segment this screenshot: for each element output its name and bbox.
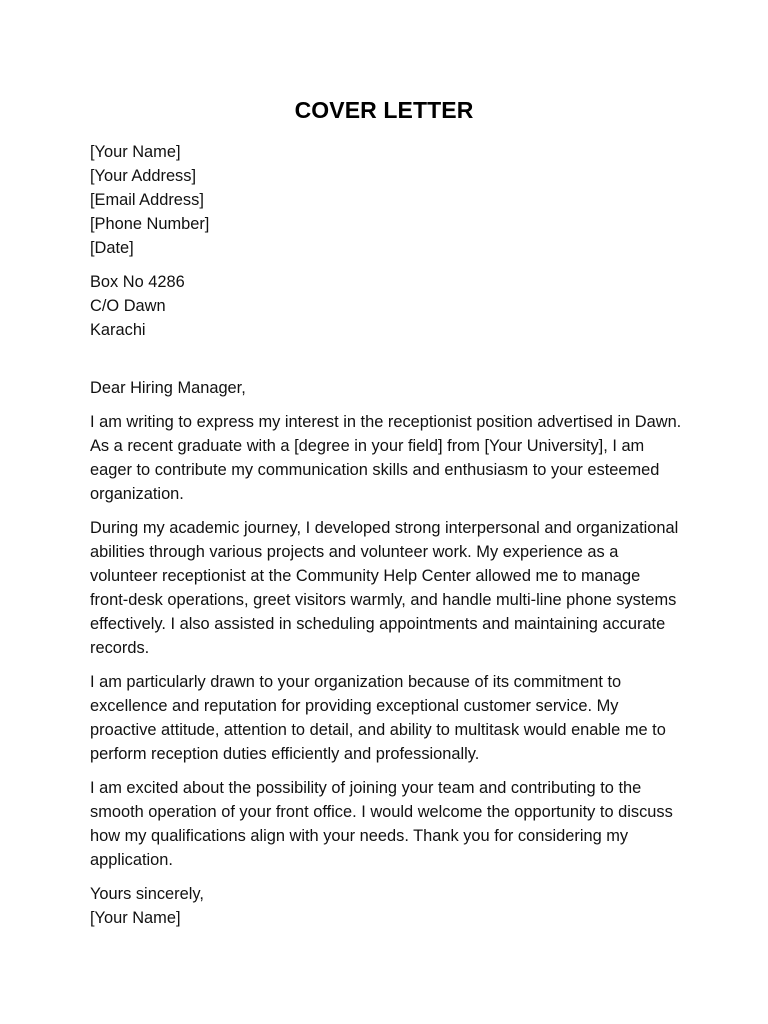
paragraph-line: organization.	[90, 485, 184, 503]
paragraph-line: application.	[90, 851, 173, 869]
letter-body	[90, 140, 690, 930]
paragraph-line: volunteer receptionist at the Community Help Center allowed me to manage	[90, 567, 641, 585]
sender-phone: [Phone Number]	[90, 215, 210, 233]
salutation-text: Dear Hiring Manager,	[90, 379, 246, 397]
closing-text: Yours sincerely,	[90, 885, 204, 903]
paragraph-line: excellence and reputation for providing exceptional customer service. My	[90, 697, 619, 715]
paragraph-line: I am writing to express my interest in the receptionist position advertised in Dawn.	[90, 413, 682, 431]
recipient-line: C/O Dawn	[90, 297, 166, 315]
paragraph-line: proactive attitude, attention to detail, and ability to multitask would enable me to	[90, 721, 666, 739]
paragraph-1	[90, 410, 690, 506]
paragraph-line: front-desk operations, greet visitors warmly, and handle multi-line phone systems	[90, 591, 677, 609]
paragraph-line: I am particularly drawn to your organization because of its commitment to	[90, 673, 622, 691]
paragraph-line: how my qualifications align with your needs. Thank you for considering my	[90, 827, 629, 845]
letter-date: [Date]	[90, 239, 134, 257]
paragraph-line: smooth operation of your front office. I would welcome the opportunity to discuss	[90, 803, 673, 821]
paragraph-line: abilities through various projects and volunteer work. My experience as a	[90, 543, 619, 561]
paragraph-line: records.	[90, 639, 150, 657]
sender-name: [Your Name]	[90, 143, 181, 161]
recipient-line: Karachi	[90, 321, 146, 339]
paragraph-3	[90, 670, 690, 766]
sender-block	[90, 140, 690, 260]
closing-block	[90, 882, 690, 930]
recipient-line: Box No 4286	[90, 273, 185, 291]
signature-name: [Your Name]	[90, 909, 181, 927]
paragraph-2	[90, 516, 690, 660]
paragraph-line: I am excited about the possibility of joining your team and contributing to the	[90, 779, 642, 797]
paragraph-line: eager to contribute my communication skills and enthusiasm to your esteemed	[90, 461, 660, 479]
paragraph-line: As a recent graduate with a [degree in your field] from [Your University], I am	[90, 437, 645, 455]
sender-address: [Your Address]	[90, 167, 197, 185]
paragraph-line: During my academic journey, I developed strong interpersonal and organizational	[90, 519, 679, 537]
sender-email: [Email Address]	[90, 191, 204, 209]
paragraph-line: perform reception duties efficiently and professionally.	[90, 745, 480, 763]
salutation	[90, 376, 690, 400]
paragraph-line: effectively. I also assisted in scheduling appointments and maintaining accurate	[90, 615, 666, 633]
document-title: COVER LETTER	[294, 97, 474, 123]
paragraph-4	[90, 776, 690, 872]
recipient-block	[90, 270, 690, 342]
